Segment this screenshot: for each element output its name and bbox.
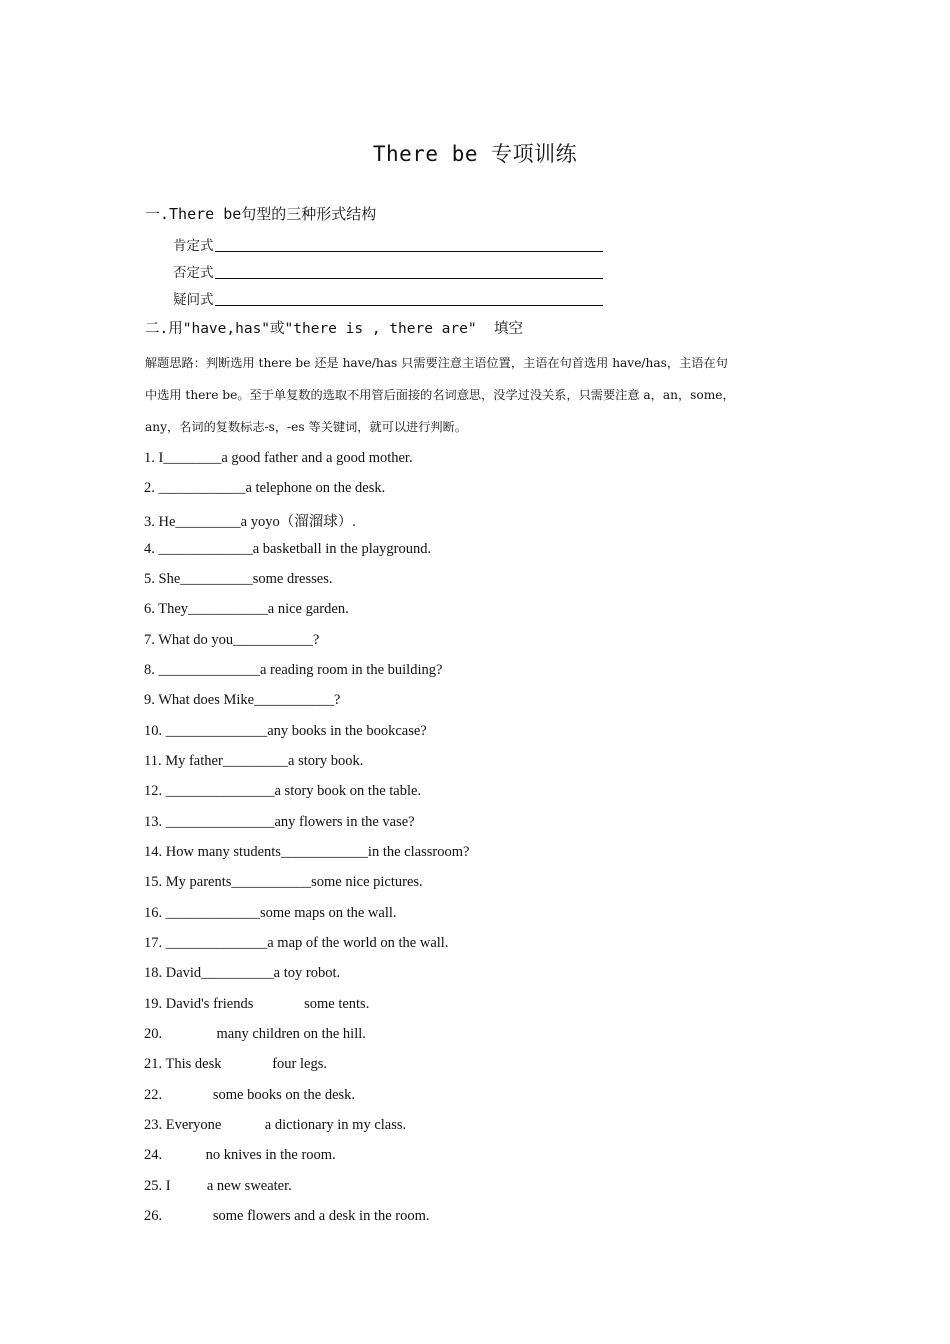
section1-heading: 一.There be句型的三种形式结构	[145, 205, 377, 223]
question-item: 19. David's friends some tents.	[144, 996, 370, 1012]
question-item: 1. I________a good father and a good mother.	[144, 450, 413, 466]
question-item: 26. some flowers and a desk in the room.	[144, 1208, 430, 1224]
question-item: 2. ____________a telephone on the desk.	[144, 480, 386, 496]
question-item: 21. This desk four legs.	[144, 1056, 327, 1072]
question-item: 25. I a new sweater.	[144, 1178, 292, 1194]
question-item: 12. _______________a story book on the table.	[144, 783, 422, 799]
question-item: 18. David__________a toy robot.	[144, 965, 341, 981]
question-item: 14. How many students____________in the classroom?	[144, 844, 470, 860]
question-item: 3. He_________a yoyo（溜溜球）.	[144, 514, 356, 530]
answer-line	[215, 305, 603, 306]
question-item: 23. Everyone a dictionary in my class.	[144, 1117, 407, 1133]
tip-line	[145, 354, 815, 371]
question-item: 8. ______________a reading room in the building?	[144, 662, 443, 678]
affirmative-form-row	[173, 234, 613, 254]
interrogative-form-row	[173, 288, 613, 308]
negative-form-row	[173, 261, 613, 281]
answer-line	[215, 278, 603, 279]
question-item: 13. _______________any flowers in the vase?	[144, 814, 415, 830]
tip-line: 中选用 there be。至于单复数的选取不用管后面接的名词意思，没学过没关系，只需要注意 a，an，some，	[145, 388, 735, 402]
tip-text: 判断选用 there be 还是 have/has 只需要注意主语位置，主语在句首选用 have/has，主语在句	[205, 356, 728, 370]
form-label: 否定式	[173, 265, 214, 281]
section2-heading: 二.用"have,has"或"there is , there are" 填空	[145, 321, 524, 337]
answer-line	[215, 251, 603, 252]
form-label: 肯定式	[173, 238, 214, 254]
question-item: 9. What does Mike___________?	[144, 692, 341, 708]
question-item: 16. _____________some maps on the wall.	[144, 905, 397, 921]
tip-label: 解题思路：	[145, 356, 206, 370]
page-title: There be 专项训练	[372, 142, 578, 166]
question-item: 20. many children on the hill.	[144, 1026, 366, 1042]
form-label: 疑问式	[173, 292, 214, 308]
question-item: 6. They___________a nice garden.	[144, 601, 349, 617]
question-item: 24. no knives in the room.	[144, 1147, 336, 1163]
question-item: 22. some books on the desk.	[144, 1087, 356, 1103]
tip-line: any，名词的复数标志-s，-es 等关键词，就可以进行判断。	[145, 420, 467, 434]
question-item: 5. She__________some dresses.	[144, 571, 333, 587]
question-item: 7. What do you___________?	[144, 632, 320, 648]
question-item: 17. ______________a map of the world on the wall.	[144, 935, 449, 951]
question-item: 4. _____________a basketball in the playground.	[144, 541, 432, 557]
question-item: 10. ______________any books in the bookcase?	[144, 723, 427, 739]
question-item: 15. My parents___________some nice pictures.	[144, 874, 423, 890]
question-item: 11. My father_________a story book.	[144, 753, 364, 769]
